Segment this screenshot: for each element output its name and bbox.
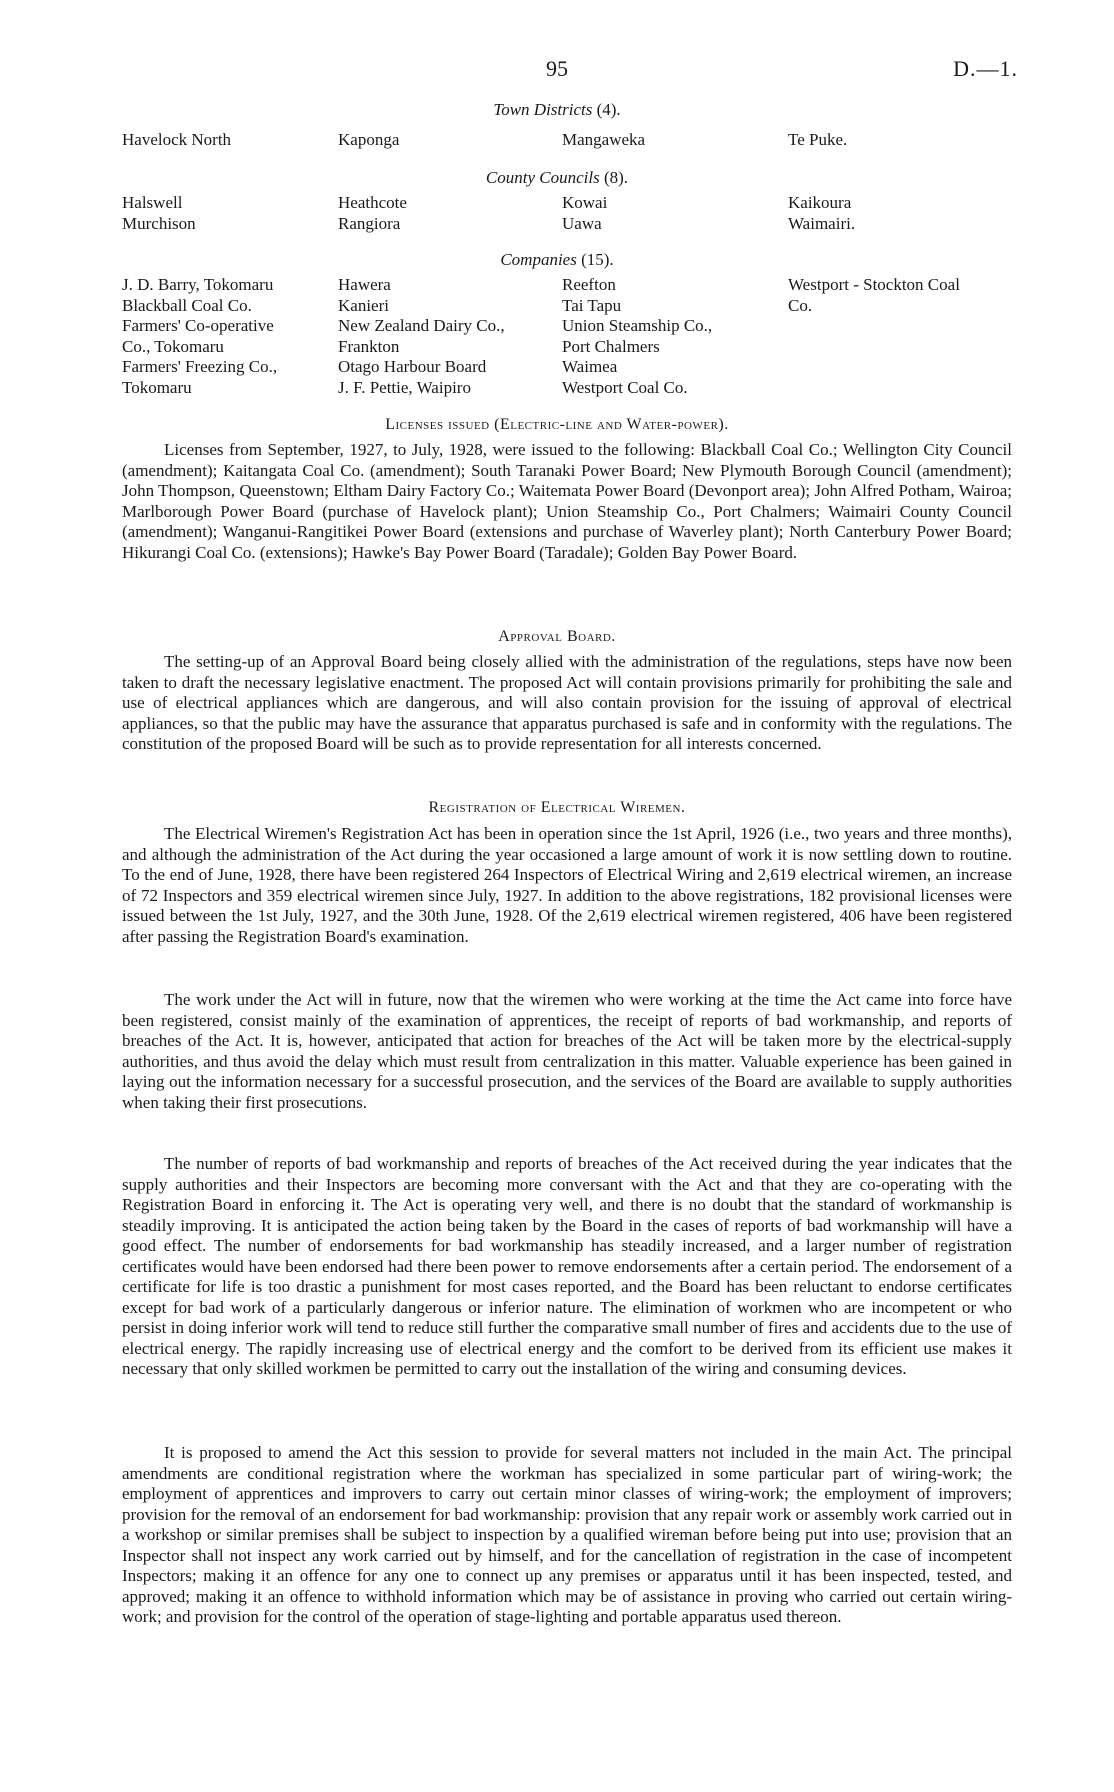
list-item: Farmers' Co-operative Co., Tokomaru xyxy=(122,316,274,356)
list-item: Reefton xyxy=(562,275,616,294)
paragraph-registration-4: It is proposed to amend the Act this session to provide for several matters not included in the main Act. The principal amendments are conditional registration where the workman has specialized in some particular part of wiring-work; the employment of apprentices and improvers to carry out certain minor classes of wiring-work; the employment of improvers; provision for the removal of an endorsement for bad workmanship: provision that any repair work or assembly work carried out in a workshop or similar premises shall be subject to inspection by a qualified wireman before being put into use; provision that an Inspector shall not inspect any work carried out by himself, and for the cancellation of registration in the case of incompetent Inspectors; making it an offence for any one to connect up any premises or apparatus until it has been inspected, tested, and approved; making it an offence to withhold information which may be of assistance in proving who carried out certain wiring-work; and provision for the control of the operation of stage-lighting and portable apparatus used thereon. xyxy=(122,1443,1012,1627)
paragraph-licenses: Licenses from September, 1927, to July, 1928, were issued to the following: Blackball Coal Co.; Wellington City Council (amendment); Kaitangata Coal Co. (amendment); South Taranaki Power Board; New Plymouth Borough Council (amendment); John Thompson, Queenstown; Eltham Dairy Factory Co.; Waitemata Power Board (Devonport area); John Alfred Potham, Wairoa; Marlborough Power Board (purchase of Havelock plant); Union Steamship Co., Port Chalmers; Waimairi County Council (amendment); Wanganui-Rangitikei Power Board (extensions and purchase of Waverley plant); North Canterbury Power Board; Hikurangi Coal Co. (extensions); Hawke's Bay Power Board (Taradale); Golden Bay Power Board. xyxy=(122,440,1012,562)
paragraph-registration-3: The number of reports of bad workmanship and reports of breaches of the Act received during the year indicates that the supply authorities and their Inspectors are becoming more conversant with the Act and that they are co-operating with the Registration Board in enforcing it. The Act is operating very well, and there is no doubt that the standard of workmanship is steadily improving. It is anticipated the action being taken by the Board in the cases of reports of bad workmanship will have a good effect. The number of endorsements for bad workmanship has steadily increased, and a larger number of registration certificates would have been endorsed had there been power to remove endorsements after a certain period. The endorsement of a certificate for life is too drastic a punishment for most cases reported, and the Board has been reluctant to endorse certificates except for bad work of a particularly dangerous or inferior nature. The elimination of workmen who are incompetent or who persist in doing inferior work will tend to reduce still further the comparative small number of fires and accidents due to the use of electrical energy. The rapidly increasing use of electrical energy and the comfort to be derived from its efficient use makes it necessary that only skilled workmen be permitted to carry out the installation of the wiring and consuming devices. xyxy=(122,1154,1012,1379)
section-heading-registration: Registration of Electrical Wiremen. xyxy=(428,799,686,816)
list-column xyxy=(788,130,1018,151)
page-number: 95 xyxy=(546,56,568,81)
group-title-text: Companies xyxy=(500,250,577,269)
list-column xyxy=(562,193,787,234)
list-item: Union Steamship Co., Port Chalmers xyxy=(562,316,713,356)
paragraph-registration-2: The work under the Act will in future, now that the wiremen who were working at the time the Act came into force have been registered, consist mainly of the examination of apprentices, the receipt of reports of bad workmanship, and reports of breaches of the Act. It is, however, anticipated that action for breaches of the Act will be taken more by the electrical-supply authorities, and thus avoid the delay which must result from centralization in this matter. Valuable experience has been gained in laying out the information necessary for a successful prosecution, and the services of the Board are available to supply authorities when taking their first prosecutions. xyxy=(122,990,1012,1112)
list-item: Te Puke. xyxy=(788,130,848,149)
group-count: (15). xyxy=(581,250,614,269)
list-item: Murchison xyxy=(122,213,196,233)
group-count: (8). xyxy=(603,168,629,187)
list-column xyxy=(788,275,1018,316)
document-reference: D.—1. xyxy=(953,56,1018,81)
group-title-text: County Councils xyxy=(485,168,600,187)
paragraph-approval-board: The setting-up of an Approval Board being closely allied with the administration of the regulations, steps have now been taken to draft the necessary legislative enactment. The proposed Act will contain provisions primarily for prohibiting the sale and use of electrical appliances which are dangerous, and will also contain provision for the issuing of approval of electrical appliances, so that the public may have the assurance that apparatus purchased is safe and in conformity with the regulations. The constitution of the proposed Board will be such as to provide representation for all interests concerned. xyxy=(122,652,1012,754)
group-title-companies xyxy=(0,250,1114,270)
list-column xyxy=(562,130,787,151)
list-column xyxy=(122,275,322,398)
group-count: (4). xyxy=(596,100,621,119)
paragraph-registration-1: The Electrical Wiremen's Registration Act has been in operation since the 1st April, 1926 (i.e., two years and three months), and although the administration of the Act during the year occasioned a large amount of work it is now settling down to routine. To the end of June, 1928, there have been registered 264 Inspectors of Electrical Wiring and 2,619 electrical wiremen, an increase of 72 Inspectors and 359 electrical wiremen since July, 1927. In addition to the above registrations, 182 provisional licenses were issued between the 1st July, 1927, and the 30th June, 1928. Of the 2,619 electrical wiremen registered, 406 have been registered after passing the Registration Board's examination. xyxy=(122,824,1012,946)
section-heading-approval-board: Approval Board. xyxy=(498,628,616,645)
list-item: Farmers' Freezing Co., Tokomaru xyxy=(122,357,278,397)
list-column xyxy=(338,275,558,398)
list-item: Waimairi. xyxy=(788,213,856,233)
list-item: Westport Coal Co. xyxy=(562,377,688,397)
list-item: Otago Harbour Board xyxy=(338,357,487,376)
list-column xyxy=(338,130,558,151)
list-column xyxy=(122,130,322,151)
section-heading-licenses: Licenses issued (Electric-line and Water-power). xyxy=(385,416,729,433)
list-item: Havelock North xyxy=(122,130,232,149)
list-item: Hawera xyxy=(338,275,391,294)
list-item: Kanieri xyxy=(338,295,389,315)
group-title-county-councils xyxy=(0,168,1114,188)
list-column xyxy=(338,193,558,234)
list-column xyxy=(788,193,1018,234)
list-item: Kowai xyxy=(562,193,608,212)
group-title-town-districts xyxy=(0,100,1114,120)
list-item: Mangaweka xyxy=(562,130,646,149)
list-item: Westport - Stockton Coal Co. xyxy=(788,275,960,315)
list-item: J. F. Pettie, Waipiro xyxy=(338,377,471,397)
list-item: Kaikoura xyxy=(788,193,852,212)
list-item: Blackball Coal Co. xyxy=(122,295,252,315)
list-item: Rangiora xyxy=(338,213,401,233)
list-item: Kaponga xyxy=(338,130,400,149)
list-item: Tai Tapu xyxy=(562,295,622,315)
list-item: Waimea xyxy=(562,357,618,376)
list-item: J. D. Barry, Tokomaru xyxy=(122,275,274,294)
list-column xyxy=(562,275,787,398)
list-item: Uawa xyxy=(562,213,602,233)
list-column xyxy=(122,193,322,234)
list-item: New Zealand Dairy Co., Frankton xyxy=(338,316,505,356)
group-title-text: Town Districts xyxy=(493,100,593,119)
list-item: Halswell xyxy=(122,193,183,212)
list-item: Heathcote xyxy=(338,193,407,212)
